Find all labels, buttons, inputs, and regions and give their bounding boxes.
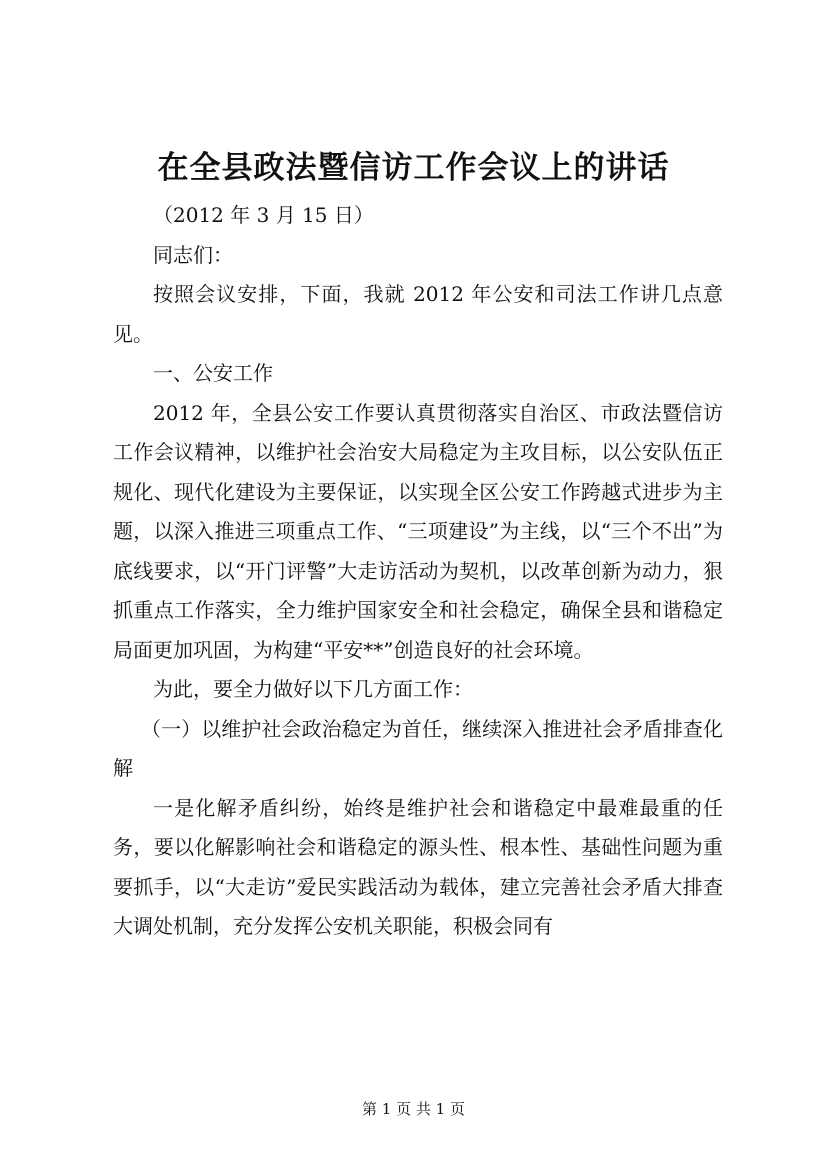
paragraph-public-security-goals: 2012 年，全县公安工作要认真贯彻落实自治区、市政法暨信访工作会议精神，以维护社会治安大局稳定为主攻目标，以公安队伍正规化、现代化建设为主要保证，以实现全区公安工作跨越式进步为主题，以深入推进三项重点工作、“三项建设”为主线，以“三个不出”为底线要求，以“开门评警”大走访活动为契机，以改革创新为动力，狠抓重点工作落实，全力维护国家安全和社会稳定，确保全县和谐稳定局面更加巩固，为构建“平安**”创造良好的社会环境。 — [113, 400, 723, 662]
section-heading-public-security: 一、公安工作 — [153, 361, 273, 385]
paragraph-intro: 按照会议安排，下面，我就 2012 年公安和司法工作讲几点意见。 — [113, 282, 723, 346]
document-title: 在全县政法暨信访工作会议上的讲话 — [157, 150, 670, 186]
document-date: （2012 年 3 月 15 日） — [153, 203, 374, 227]
paragraph-conflict-resolution: 一是化解矛盾纠纷，始终是维护社会和谐稳定中最难最重的任务，要以化解影响社会和谐稳定的源头性、根本性、基础性问题为重要抓手，以“大走访”爱民实践活动为载体，建立完善社会矛盾大排查大调处机制，充分发挥公安机关职能，积极会同有 — [113, 795, 723, 938]
paragraph-work-aspects: 为此，要全力做好以下几方面工作： — [153, 677, 473, 701]
subheading-social-stability: （一）以维护社会政治稳定为首任，继续深入推进社会矛盾排查化解 — [113, 716, 723, 780]
page-number-footer: 第 1 页 共 1 页 — [362, 1100, 465, 1118]
salutation: 同志们： — [153, 242, 233, 267]
document-body — [113, 196, 723, 947]
